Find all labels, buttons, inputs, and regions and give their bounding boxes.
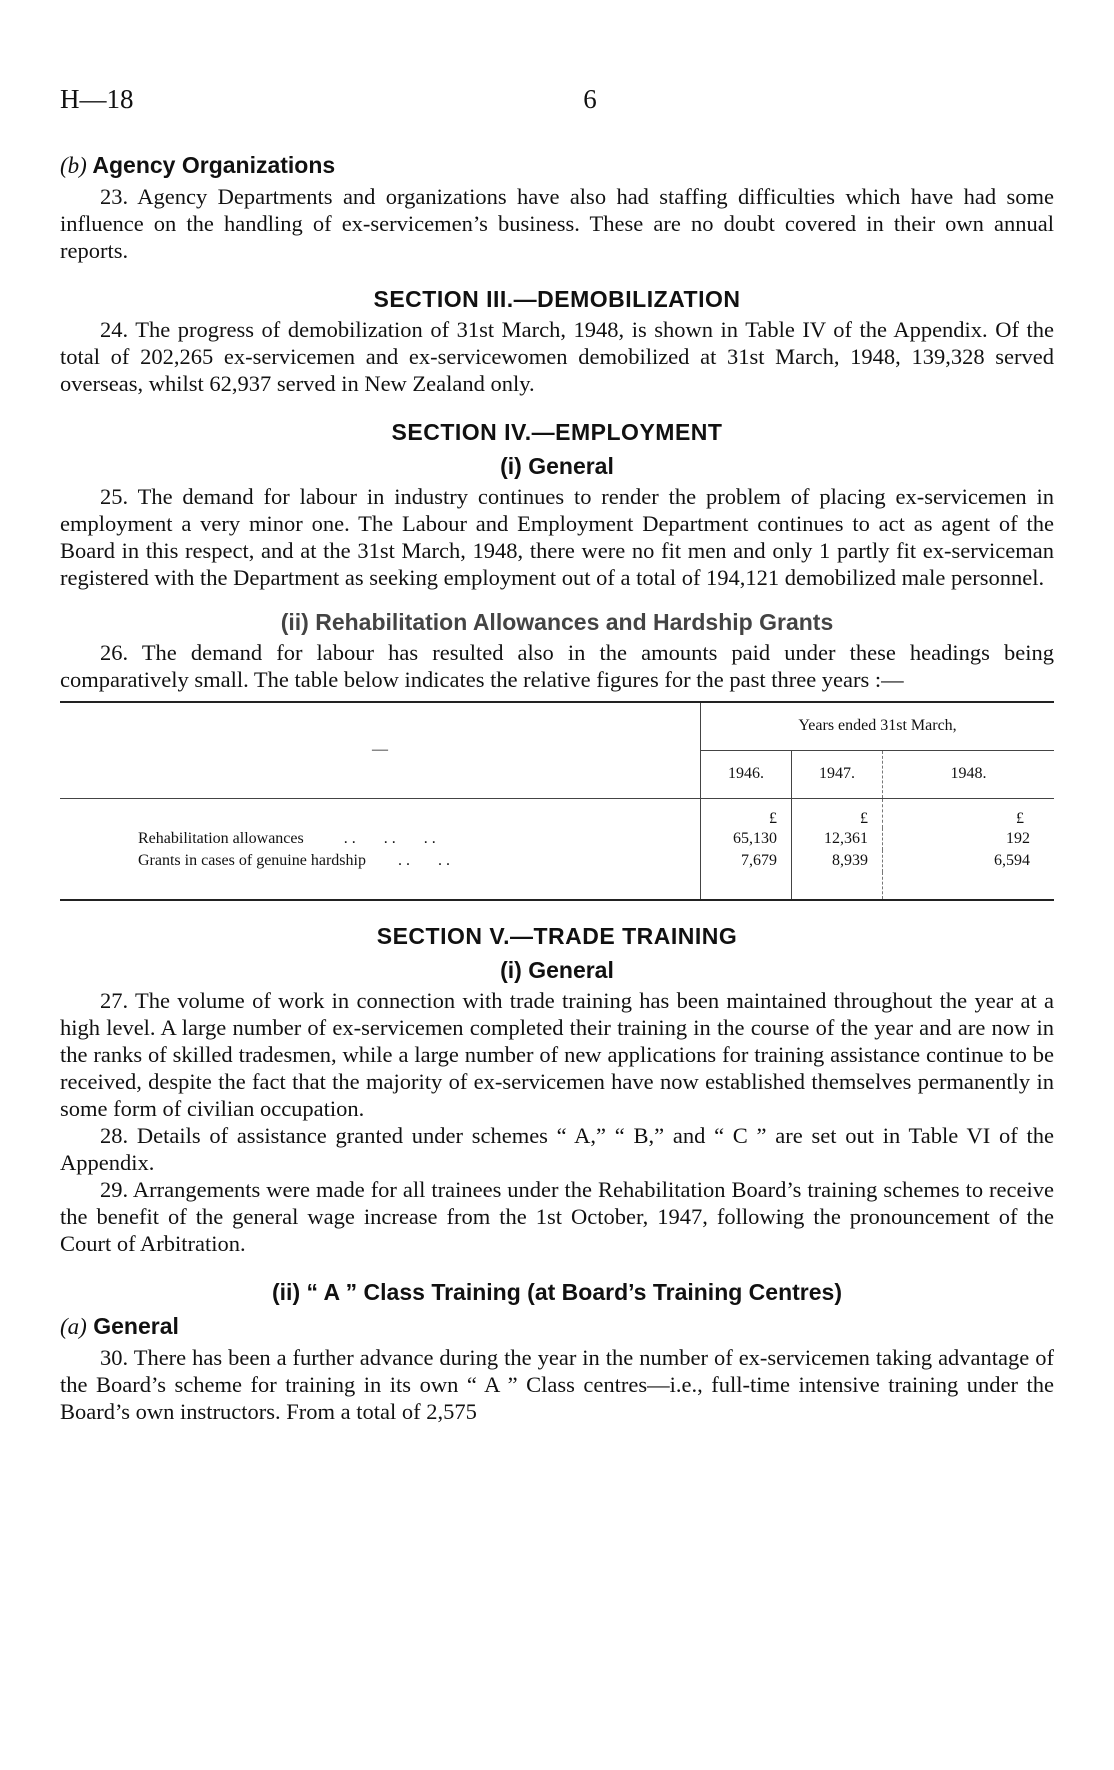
page-number: 6 [583, 84, 597, 114]
row-leaders: . . . . . . [343, 830, 436, 847]
hardship-1948: 6,594 [994, 852, 1030, 869]
paragraph-30: 30. There has been a further advance during the year in the number of ex-servicemen taking advantage of the Board’s scheme for training in its own “ A ” Class centres—i.e., full-time intensive training under the Board’s own instructors. From a total of 2,575 [60, 1345, 1054, 1424]
year-1946: 1946. [728, 765, 764, 782]
table-group-header: Years ended 31st March, [798, 717, 957, 735]
currency-1946: £ [769, 810, 777, 827]
class-a-label: (a) [60, 1314, 87, 1339]
currency-1948: £ [1016, 810, 1024, 827]
page-header [60, 84, 1054, 124]
section-5-subheading-general: (i) General [500, 957, 614, 983]
paragraph-24: 24. The progress of demobilization of 31st March, 1948, is shown in Table IV of the Appendix. Of the total of 202,265 ex-servicemen and ex-servicewomen demobilized at 31st March, 1948, 139,328 served overseas, whilst 62,937 served in New Zealand only. [60, 317, 1054, 396]
allowances-1946: 65,130 [733, 830, 777, 847]
class-a-general-subheading [60, 1309, 1054, 1344]
year-1948: 1948. [950, 765, 987, 782]
section-4-subheading-allowances: (ii) Rehabilitation Allowances and Hardship Grants [280, 609, 834, 635]
agency-heading: Agency Organizations [92, 152, 336, 178]
paragraph-29: 29. Arrangements were made for all trainees under the Rehabilitation Board’s training schemes to receive the benefit of the general wage increase from the 1st October, 1947, following the pronouncement of the Court of Arbitration. [60, 1177, 1054, 1256]
row-label-hardship: Grants in cases of genuine hardship [138, 852, 366, 869]
agency-subheading [60, 148, 1054, 183]
document-reference: H—18 [60, 84, 134, 114]
hardship-1946: 7,679 [741, 852, 777, 869]
paragraph-28: 28. Details of assistance granted under schemes “ A,” “ B,” and “ C ” are set out in Table VI of the Appendix. [60, 1123, 1054, 1175]
hardship-1947: 8,939 [832, 852, 868, 869]
allowances-1948: 192 [1006, 830, 1030, 847]
paragraph-26: 26. The demand for labour has resulted also in the amounts paid under these headings being comparatively small. The table below indicates the relative figures for the past three years :— [60, 640, 1054, 692]
section-4-subheading-general: (i) General [500, 453, 614, 479]
table-row [60, 828, 1054, 850]
row-leaders: . . . . [397, 852, 450, 869]
agency-label: (b) [60, 153, 87, 178]
table-stub: — [372, 741, 388, 759]
section-4-heading: SECTION IV.—EMPLOYMENT [391, 419, 723, 445]
currency-1947: £ [860, 810, 868, 827]
section-5-heading: SECTION V.—TRADE TRAINING [376, 923, 738, 949]
table-row [60, 850, 1054, 872]
paragraph-27: 27. The volume of work in connection with trade training has been maintained throughout the year at a high level. A large number of ex-servicemen completed their training in the course of the year and are now in the ranks of skilled tradesmen, while a large number of new applications for training assistance continue to be received, despite the fact that the majority of ex-servicemen have now established themselves permanently in some form of civilian occupation. [60, 988, 1054, 1121]
paragraph-23: 23. Agency Departments and organizations have also had staffing difficulties which have had some influence on the handling of ex-servicemen’s business. These are no doubt covered in their own annual reports. [60, 184, 1054, 263]
section-5-subheading-class-a: (ii) “ A ” Class Training (at Board’s Training Centres) [272, 1279, 842, 1305]
allowances-table [60, 701, 1054, 901]
section-3-heading: SECTION III.—DEMOBILIZATION [373, 286, 741, 312]
row-label-allowances: Rehabilitation allowances [138, 830, 304, 847]
page-body [60, 148, 1054, 1425]
class-a-heading: General [93, 1313, 179, 1339]
year-1947: 1947. [819, 765, 855, 782]
paragraph-25: 25. The demand for labour in industry continues to render the problem of placing ex-servicemen in employment a very minor one. The Labour and Employment Department continues to act as agent of the Board in this respect, and at the 31st March, 1948, there were no fit men and only 1 partly fit ex-serviceman registered with the Department as seeking employment out of a total of 194,121 demobilized male personnel. [60, 484, 1054, 590]
allowances-1947: 12,361 [824, 830, 868, 847]
